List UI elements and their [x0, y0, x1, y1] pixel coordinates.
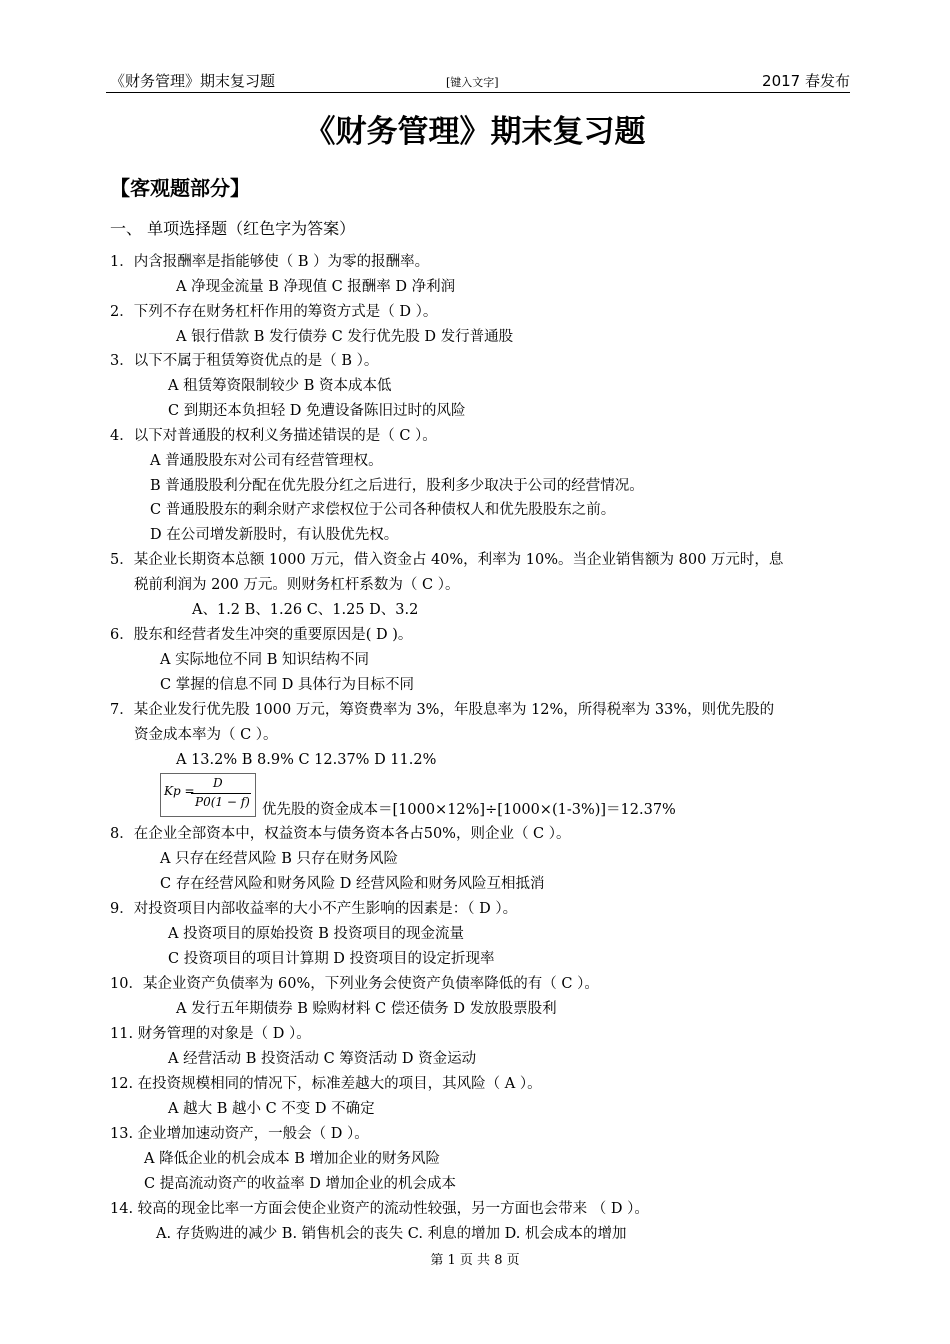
question-4-option-d: D 在公司增发新股时，有认股优先权。 — [150, 527, 399, 543]
question-3: 3．以下不属于租赁筹资优点的是（ B ）。 — [110, 353, 379, 369]
formula-fraction-bar — [191, 793, 251, 794]
page-header — [106, 66, 850, 93]
question-7-cont: 资金成本率为（ C ）。 — [134, 727, 278, 743]
question-4-option-c: C 普通股股东的剩余财产求偿权位于公司各种债权人和优先股股东之前。 — [150, 502, 616, 518]
header-left-title: 《财务管理》期末复习题 — [110, 72, 276, 90]
question-6: 6．股东和经营者发生冲突的重要原因是( D )。 — [110, 627, 413, 643]
question-5: 5．某企业长期资本总额 1000 万元，借入资金占 40%，利率为 10%。当企业销售额为 800 万元时，息 — [110, 552, 784, 568]
question-13-options-cd: C 提高流动资产的收益率 D 增加企业的机会成本 — [144, 1176, 457, 1192]
question-6-options-cd: C 掌握的信息不同 D 具体行为目标不同 — [160, 677, 415, 693]
formula-denominator: P0(1 − f) — [195, 795, 250, 809]
formula-lhs: Kp = — [164, 784, 195, 798]
question-14: 14. 较高的现金比率一方面会使企业资产的流动性较强，另一方面也会带来 （ D ）。 — [110, 1201, 649, 1217]
header-right-date: 2017 春发布 — [762, 72, 850, 90]
question-9-options-cd: C 投资项目的项目计算期 D 投资项目的设定折现率 — [168, 951, 495, 967]
question-7-explanation: 优先股的资金成本＝[1000×12%]÷[1000×(1-3%)]＝12.37% — [262, 802, 676, 818]
question-7: 7．某企业发行优先股 1000 万元，筹资费率为 3%，年股息率为 12%，所得税率为 33%，则优先股的 — [110, 702, 775, 718]
formula-numerator: D — [213, 776, 223, 790]
question-1: 1．内含报酬率是指能够使（ B ）为零的报酬率。 — [110, 254, 430, 270]
question-5-cont: 税前利润为 200 万元。则财务杠杆系数为（ C ）。 — [134, 577, 460, 593]
part-heading: 一、 单项选择题（红色字为答案） — [110, 219, 356, 238]
question-9-options-ab: A 投资项目的原始投资 B 投资项目的现金流量 — [168, 926, 464, 942]
question-13: 13. 企业增加速动资产，一般会（ D ）。 — [110, 1126, 369, 1142]
question-9: 9．对投资项目内部收益率的大小不产生影响的因素是：（ D ）。 — [110, 901, 518, 917]
page-footer: 第 1 页 共 8 页 — [430, 1253, 520, 1268]
question-14-options: A. 存货购进的减少 B. 销售机会的丧失 C. 利息的增加 D. 机会成本的增加 — [156, 1226, 627, 1242]
question-12: 12. 在投资规模相同的情况下，标准差越大的项目，其风险（ A ）。 — [110, 1076, 542, 1092]
question-12-options: A 越大 B 越小 C 不变 D 不确定 — [168, 1101, 375, 1117]
question-8: 8．在企业全部资本中，权益资本与债务资本各占50%，则企业（ C ）。 — [110, 826, 571, 842]
question-6-options-ab: A 实际地位不同 B 知识结构不同 — [160, 652, 369, 668]
question-1-options: A 净现金流量 B 净现值 C 报酬率 D 净利润 — [176, 279, 456, 295]
header-placeholder: [键入文字] — [446, 76, 499, 89]
question-2: 2．下列不存在财务杠杆作用的筹资方式是（ D ）。 — [110, 304, 438, 320]
question-8-options-ab: A 只存在经营风险 B 只存在财务风险 — [160, 851, 398, 867]
question-10-options: A 发行五年期债券 B 赊购材料 C 偿还债务 D 发放股票股利 — [176, 1001, 557, 1017]
question-4-option-a: A 普通股股东对公司有经营管理权。 — [150, 453, 383, 469]
question-2-options: A 银行借款 B 发行债券 C 发行优先股 D 发行普通股 — [176, 329, 514, 345]
question-8-options-cd: C 存在经营风险和财务风险 D 经营风险和财务风险互相抵消 — [160, 876, 545, 892]
section-heading: 【客观题部分】 — [110, 176, 250, 200]
formula-image — [160, 773, 256, 817]
question-3-options-cd: C 到期还本负担轻 D 免遭设备陈旧过时的风险 — [168, 403, 466, 419]
document-title: 《财务管理》期末复习题 — [304, 114, 646, 150]
question-11-options: A 经营活动 B 投资活动 C 筹资活动 D 资金运动 — [168, 1051, 477, 1067]
question-11: 11. 财务管理的对象是（ D ）。 — [110, 1026, 311, 1042]
question-7-options: A 13.2% B 8.9% C 12.37% D 11.2% — [176, 752, 437, 768]
question-10: 10．某企业资产负债率为 60%，下列业务会使资产负债率降低的有（ C ）。 — [110, 976, 599, 992]
question-13-options-ab: A 降低企业的机会成本 B 增加企业的财务风险 — [144, 1151, 440, 1167]
question-4: 4．以下对普通股的权利义务描述错误的是（ C ）。 — [110, 428, 437, 444]
question-5-options: A、1.2 B、1.26 C、1.25 D、3.2 — [192, 602, 419, 618]
question-3-options-ab: A 租赁筹资限制较少 B 资本成本低 — [168, 378, 392, 394]
question-4-option-b: B 普通股股利分配在优先股分红之后进行，股利多少取决于公司的经营情况。 — [150, 478, 644, 494]
